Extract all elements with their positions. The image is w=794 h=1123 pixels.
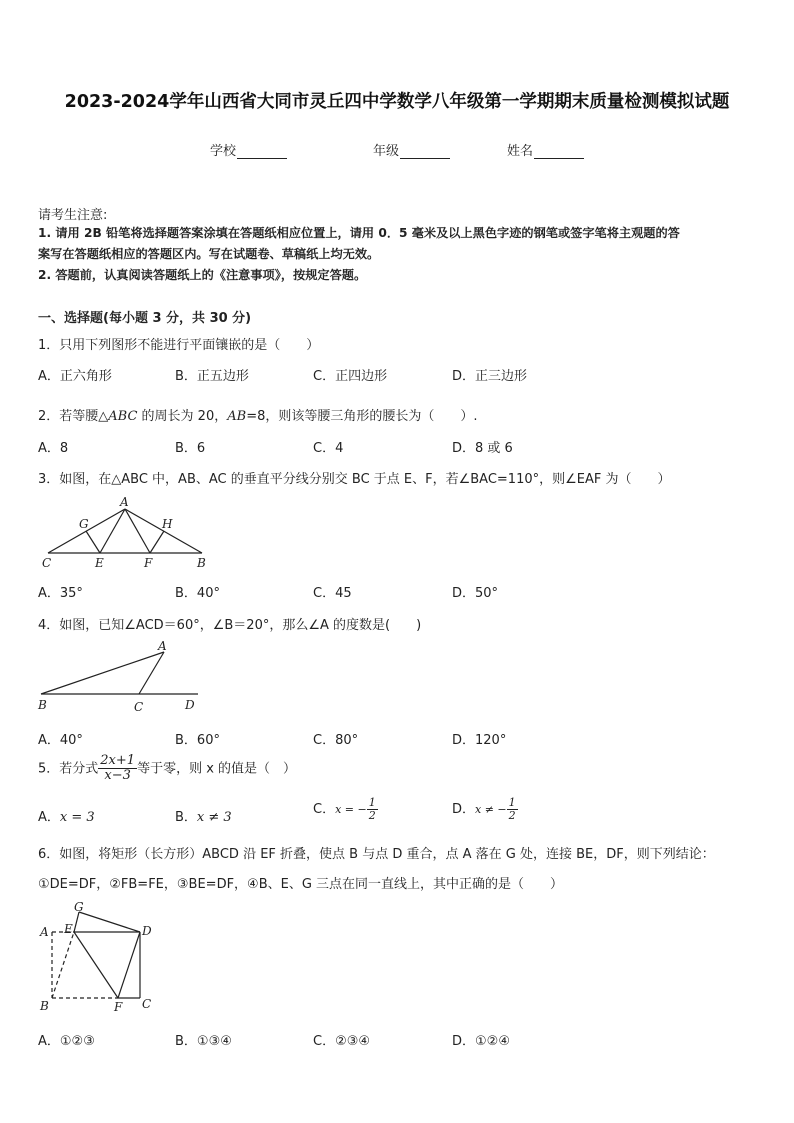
q6-rectangle-figure (36, 898, 166, 1016)
q5-option-b[interactable]: B．x ≠ 3 (175, 810, 232, 825)
q4-line-ba (41, 652, 164, 694)
notice-item-2: 2. 答题前，认真阅读答题纸上的《注意事项》，按规定答题。 (38, 268, 367, 282)
q6-label-g: G (74, 900, 84, 914)
grade-field[interactable] (373, 140, 450, 159)
q3-label-g: G (79, 517, 89, 531)
q6-label-b: B (40, 999, 49, 1013)
q5-option-a[interactable]: A．x = 3 (38, 810, 95, 825)
q4-triangle-figure (36, 638, 206, 716)
q5-option-c[interactable]: C．x = − $\frac{1}{2}$ (313, 796, 376, 823)
question-3: 3．如图，在△ABC 中，AB、AC 的垂直平分线分别交 BC 于点 E、F，若∠BAC=110°，则∠EAF 为（ ） (38, 472, 671, 487)
name-field[interactable] (507, 140, 584, 159)
question-4: 4．如图，已知∠ACD＝60°，∠B＝20°，那么∠A 的度数是( ) (38, 618, 422, 633)
q1-option-a[interactable]: A．正六角形 (38, 369, 112, 384)
q5-option-d[interactable]: D．x ≠ − $\frac{1}{2}$ (452, 796, 516, 823)
q6-option-b[interactable]: B．①③④ (175, 1034, 232, 1049)
name-blank[interactable] (534, 144, 584, 159)
q3-line-hf (150, 531, 164, 553)
q3-option-c[interactable]: C．45 (313, 586, 352, 601)
q1-option-d[interactable]: D．正三边形 (452, 369, 528, 384)
q6-dashed-be (52, 932, 74, 998)
q6-label-c: C (142, 997, 152, 1011)
question-1: 1．只用下列图形不能进行平面镶嵌的是（ ） (38, 338, 320, 353)
section-heading: 一、选择题(每小题 3 分，共 30 分) (38, 311, 252, 326)
school-blank[interactable] (237, 144, 287, 159)
grade-blank[interactable] (400, 144, 450, 159)
q4-label-b: B (38, 698, 47, 712)
q4-option-a[interactable]: A．40° (38, 733, 83, 748)
q4-option-b[interactable]: B．60° (175, 733, 220, 748)
question-5: 5．若分式 $\frac{2x+1}{x-3}$ 等于零，则 x 的值是（ ） (38, 753, 297, 784)
q4-label-d: D (185, 698, 195, 712)
q6-line-ef (74, 932, 118, 998)
q4-option-d[interactable]: D．120° (452, 733, 507, 748)
q6-option-a[interactable]: A．①②③ (38, 1034, 95, 1049)
q3-option-a[interactable]: A．35° (38, 586, 83, 601)
q3-line-ge (86, 531, 100, 553)
q6-label-d: D (142, 924, 152, 938)
q1-option-c[interactable]: C．正四边形 (313, 369, 388, 384)
page-title: 2023-2024学年山西省大同市灵丘四中学数学八年级第一学期期末质量检测模拟试题 (64, 92, 730, 112)
q6-line-fd (118, 932, 140, 998)
q3-label-f: F (144, 556, 153, 570)
q3-label-h: H (162, 517, 173, 531)
q3-label-a: A (120, 495, 129, 509)
q2-option-c[interactable]: C．4 (313, 441, 344, 456)
school-field[interactable] (210, 140, 287, 159)
q4-line-ac (139, 652, 164, 694)
notice-item-1-line-2: 案写在答题纸相应的答题区内。写在试题卷、草稿纸上均无效。 (38, 247, 380, 261)
notice-item-1-line-1: 1. 请用 2B 铅笔将选择题答案涂填在答题纸相应位置上，请用 0．5 毫米及以上黑色字迹的钢笔或签字笔将主观题的答 (38, 226, 680, 240)
q3-label-c: C (42, 556, 52, 570)
q6-option-c[interactable]: C．②③④ (313, 1034, 371, 1049)
q4-option-c[interactable]: C．80° (313, 733, 359, 748)
q3-option-d[interactable]: D．50° (452, 586, 499, 601)
q1-option-b[interactable]: B．正五边形 (175, 369, 249, 384)
q3-label-b: B (197, 556, 206, 570)
q3-option-b[interactable]: B．40° (175, 586, 220, 601)
question-6-line-2: ①DE=DF，②FB=FE，③BE=DF，④B、E、G 三点在同一直线上，其中正确的是（ ） (38, 877, 564, 892)
q6-label-e: E (64, 922, 73, 936)
q2-option-a[interactable]: A．8 (38, 441, 69, 456)
q2-option-b[interactable]: B．6 (175, 441, 206, 456)
q4-label-c: C (134, 700, 144, 714)
question-2: 2．若等腰△ABC 的周长为 20，AB=8，则该等腰三角形的腰长为（ ）. (38, 409, 478, 424)
q6-label-f: F (114, 1000, 123, 1014)
q6-option-d[interactable]: D．①②④ (452, 1034, 510, 1049)
q6-line-eg (74, 912, 79, 932)
question-6-line-1: 6．如图，将矩形（长方形）ABCD 沿 EF 折叠，使点 B 与点 D 重合，点 A 落在 G 处，连接 BE，DF，则下列结论： (38, 847, 715, 862)
q3-triangle-figure (38, 493, 218, 573)
q6-label-a: A (40, 925, 49, 939)
notice-heading: 请考生注意: (38, 208, 108, 223)
grade-label: 年级 (373, 144, 400, 159)
school-label: 学校 (210, 144, 237, 159)
q4-label-a: A (158, 639, 167, 653)
q2-option-d[interactable]: D．8 或 6 (452, 441, 513, 456)
name-label: 姓名 (507, 144, 534, 159)
q3-label-e: E (95, 556, 104, 570)
q6-line-gd (79, 912, 140, 932)
q5-fraction: $\frac{2x+1}{x-3}$ (100, 753, 136, 784)
